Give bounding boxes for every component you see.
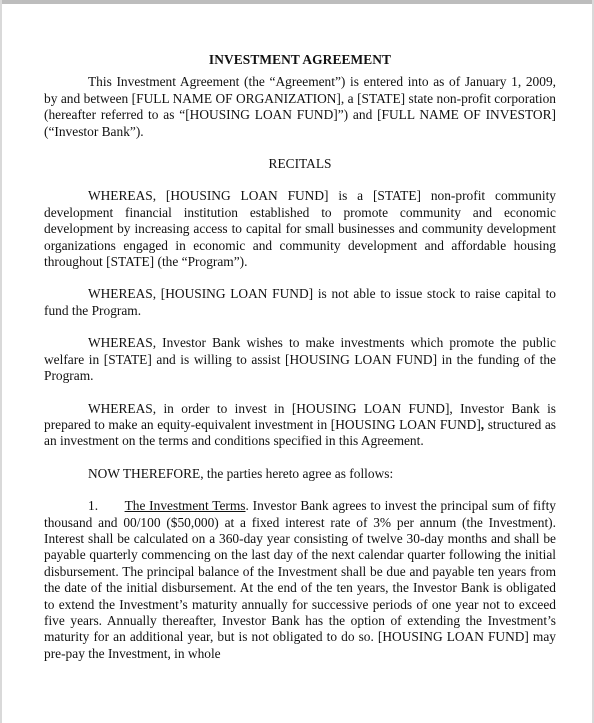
page-left-border (0, 0, 2, 723)
section-1-text: . Investor Bank agrees to invest the principal sum of fifty thousand and 00/100 ($50,000) at a fixed interest rate of 3% per annum (the Investment). Interest shall be calculated on a 360-day year consisting of twelve 30-day months and shall be payable quarterly commencing on the last day of the next calendar quarter following the initial disbursement. The principal balance of the Investment shall be due and payable ten years from the date of the initial disbursement. At the end of the ten years, the Investor Bank is obligated to extend the Investment’s maturity annually for successive periods of one year not to exceed five years. Annually thereafter, Investor Bank has the option of extending the Investment’s maturity for an additional year, but is not obligated to do so. [HOUSING LOAN FUND] may pre-pay the Investment, in whole (44, 498, 556, 661)
document-body (44, 52, 556, 662)
whereas-paragraph-1: WHEREAS, [HOUSING LOAN FUND] is a [STATE] non-profit community development financial institution established to promote community and economic development by increasing access to capital for small businesses and community development organizations engaged in economic and community development and affordable housing throughout [STATE] (the “Program”). (44, 188, 556, 270)
whereas-paragraph-4 (44, 401, 556, 450)
now-therefore-paragraph: NOW THEREFORE, the parties hereto agree as follows: (88, 465, 394, 481)
whereas-paragraph-2: WHEREAS, [HOUSING LOAN FUND] is not able to issue stock to raise capital to fund the Program. (44, 286, 556, 318)
whereas-4-tail: structured as an investment on the terms and conditions specified in this Agreement. (44, 416, 556, 449)
section-1-paragraph (44, 498, 556, 662)
section-1-label: The Investment Terms (124, 498, 246, 514)
whereas-4-comma: , (480, 416, 485, 432)
whereas-paragraph-3: WHEREAS, Investor Bank wishes to make investments which promote the public welfare in [STATE] and is willing to assist [HOUSING LOAN FUND] in the funding of the Program. (44, 335, 556, 384)
section-1-number: 1. (88, 498, 99, 514)
intro-paragraph: This Investment Agreement (the “Agreement”) is entered into as of January 1, 2009, by and between [FULL NAME OF ORGANIZATION], a [STATE] state non-profit corporation (hereafter referred to as “[HOUSING LOAN FUND]”) and [FULL NAME OF INVESTOR] (“Investor Bank”). (44, 74, 556, 139)
recitals-heading: RECITALS (268, 156, 332, 172)
whereas-4-text: WHEREAS, in order to invest in [HOUSING LOAN FUND], Investor Bank is prepared to make an equity-equivalent investment in [HOUSING LOAN FUND] (44, 400, 556, 432)
document-title: INVESTMENT AGREEMENT (208, 52, 392, 67)
page-top-border (0, 0, 594, 4)
